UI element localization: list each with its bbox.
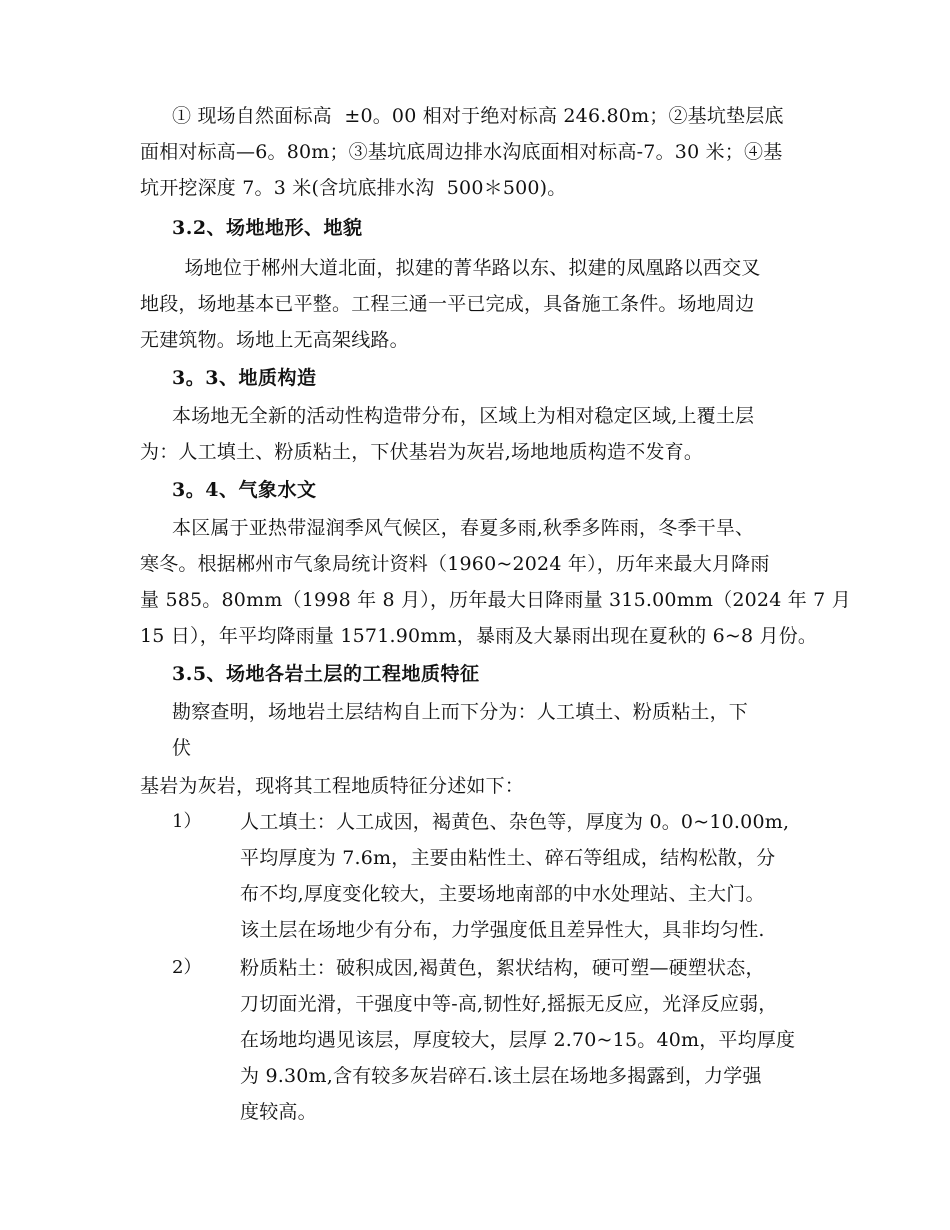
elevation-line-3: 坑开挖深度 7。3 米(含坑底排水沟 500＊500)。 (140, 177, 567, 199)
list-item-1-line-3: 布不均,厚度变化较大，主要场地南部的中水处理站、主大门。 (240, 883, 765, 905)
elevation-line-1: ① 现场自然面标高 ±0。00 相对于绝对标高 246.80m；②基坑垫层底 (172, 105, 784, 127)
elevation-line-2: 面相对标高—6。80m；③基坑底周边排水沟底面相对标高-7。30 米；④基 (140, 141, 783, 163)
geology-line-1: 本场地无全新的活动性构造带分布，区域上为相对稳定区域,上覆土层 (172, 405, 755, 427)
weather-line-4: 15 日），年平均降雨量 1571.90mm，暴雨及大暴雨出现在夏秋的 6~8 月份。 (140, 625, 818, 647)
list-item-1-line-4: 该土层在场地少有分布，力学强度低且差异性大，具非均匀性. (240, 919, 765, 941)
list-item-2-line-2: 刀切面光滑，干强度中等-高,韧性好,摇振无反应，光泽反应弱， (240, 993, 778, 1015)
list-item-1-line-1: 人工填土：人工成因，褐黄色、杂色等，厚度为 0。0~10.00m, (240, 811, 790, 833)
heading-3-3: 3。3、地质构造 (172, 367, 317, 389)
layers-intro-line-1: 勘察查明，场地岩土层结构自上而下分为：人工填土、粉质粘土，下 (172, 701, 749, 723)
geology-line-2: 为：人工填土、粉质粘土，下伏基岩为灰岩,场地地质构造不发育。 (140, 441, 704, 463)
list-item-2-line-1: 粉质粘土：破积成因,褐黄色，絮状结构，硬可塑—硬塑状态， (240, 957, 765, 979)
list-item-1-number: 1） (172, 811, 202, 832)
terrain-line-2: 地段，场地基本已平整。工程三通一平已完成，具备施工条件。场地周边 (140, 293, 755, 315)
list-item-2-line-5: 度较高。 (240, 1101, 317, 1123)
heading-3-2: 3.2、场地地形、地貌 (172, 217, 363, 239)
layers-intro-line-2: 伏 (172, 737, 192, 759)
heading-3-5: 3.5、场地各岩土层的工程地质特征 (172, 663, 480, 685)
weather-line-3: 量 585。80mm（1998 年 8 月），历年最大日降雨量 315.00mm（2024 年 7 月 (140, 589, 851, 611)
heading-3-4: 3。4、气象水文 (172, 479, 317, 501)
list-item-2-line-3: 在场地均遇见该层，厚度较大，层厚 2.70~15。40m，平均厚度 (240, 1029, 796, 1051)
terrain-line-1: 场地位于郴州大道北面，拟建的菁华路以东、拟建的凤凰路以西交叉 (172, 257, 761, 279)
weather-line-2: 寒冬。根据郴州市气象局统计资料（1960~2024 年），历年来最大月降雨 (140, 553, 770, 575)
weather-line-1: 本区属于亚热带湿润季风气候区，春夏多雨,秋季多阵雨，冬季干旱、 (172, 517, 755, 539)
list-item-2-line-4: 为 9.30m,含有较多灰岩碎石.该土层在场地多揭露到，力学强 (240, 1065, 762, 1087)
list-item-2-number: 2） (172, 957, 202, 978)
terrain-line-3: 无建筑物。场地上无高架线路。 (140, 329, 409, 351)
layers-intro-line-3: 基岩为灰岩，现将其工程地质特征分述如下： (140, 775, 525, 797)
list-item-1-line-2: 平均厚度为 7.6m，主要由粘性土、碎石等组成，结构松散，分 (240, 847, 776, 869)
